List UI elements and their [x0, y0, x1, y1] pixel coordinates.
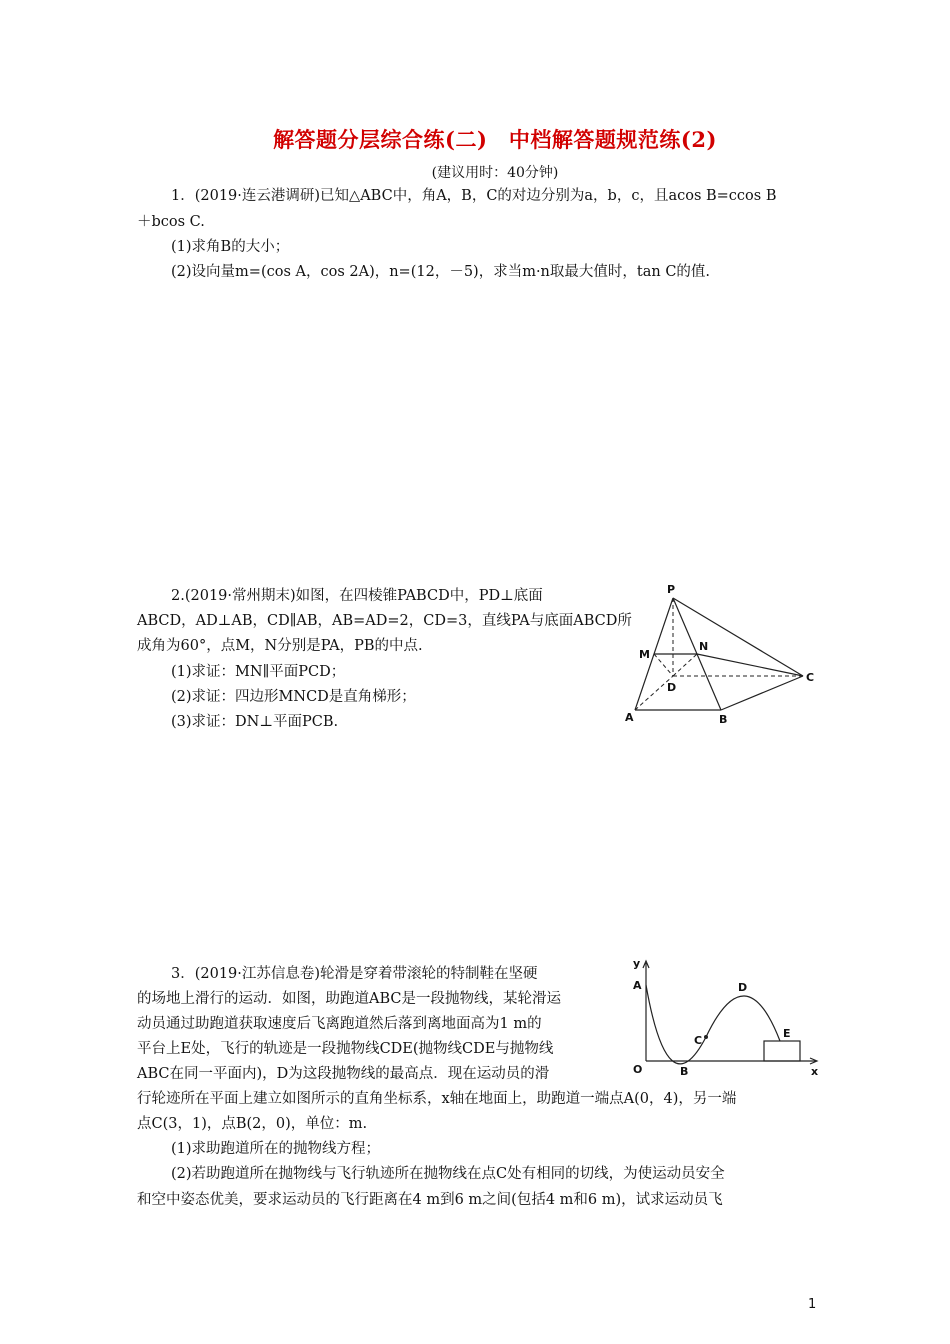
label-d: D	[738, 981, 748, 994]
platform	[764, 1041, 800, 1061]
q2-line-1: 2.(2019·常州期末)如图，在四棱锥PABCD中，PD⊥底面	[171, 588, 543, 604]
label-y: y	[633, 957, 641, 970]
q3-line-4: 平台上E处，飞行的轨迹是一段抛物线CDE(抛物线CDE与抛物线	[137, 1041, 554, 1057]
q2-part-3: (3)求证：DN⊥平面PCB.	[171, 714, 339, 730]
q2-line-3: 成角为60°，点M，N分别是PA，PB的中点.	[137, 638, 423, 654]
label-m: M	[639, 648, 650, 661]
page-title: 解答题分层综合练(二) 中档解答题规范练(2)	[273, 127, 717, 152]
label-a: A	[633, 979, 642, 992]
q2-line-2: ABCD，AD⊥AB，CD∥AB，AB=AD=2，CD=3，直线PA与底面ABCD所	[137, 613, 632, 629]
label-d: D	[667, 681, 677, 694]
page-subtitle: (建议用时：40分钟)	[431, 165, 559, 181]
edge-dn	[673, 654, 697, 676]
q1-line-2: ＋bcos C.	[137, 214, 205, 230]
q3-line-7: 点C(3，1)，点B(2，0)，单位：m.	[137, 1116, 368, 1132]
q2-part-1: (1)求证：MN∥平面PCD；	[171, 664, 346, 680]
q3-line-1: 3．(2019·江苏信息卷)轮滑是穿着带滚轮的特制鞋在坚硬	[171, 966, 538, 982]
q3-line-5: ABC在同一平面内)，D为这段抛物线的最高点．现在运动员的滑	[137, 1066, 550, 1082]
q3-line-3: 动员通过助跑道获取速度后飞离跑道然后落到离地面高为1 m的	[137, 1016, 542, 1032]
label-e: E	[783, 1027, 791, 1040]
q3-part-3: 和空中姿态优美，要求运动员的飞行距离在4 m到6 m之间(包括4 m和6 m)，试求运动员飞	[137, 1192, 723, 1208]
q3-line-2: 的场地上滑行的运动．如图，助跑道ABC是一段抛物线，某轮滑运	[137, 991, 561, 1007]
edge-md	[654, 654, 673, 676]
edge-bc	[721, 676, 803, 710]
q3-part-1: (1)求助跑道所在的抛物线方程；	[171, 1141, 381, 1157]
edge-pc	[673, 598, 803, 676]
label-p: P	[667, 583, 676, 596]
label-o: O	[633, 1063, 643, 1076]
q2-part-2: (2)求证：四边形MNCD是直角梯形；	[171, 689, 416, 705]
q3-line-6: 行轮迹所在平面上建立如图所示的直角坐标系，x轴在地面上，助跑道一端点A(0，4)，另一端	[137, 1091, 737, 1107]
runway-curve	[646, 985, 706, 1064]
label-a: A	[625, 711, 634, 724]
pyramid-figure	[615, 580, 825, 725]
label-c: C	[694, 1034, 703, 1047]
label-x: x	[811, 1065, 819, 1078]
trajectory-figure	[628, 955, 828, 1080]
q1-line-1: 1．(2019·连云港调研)已知△ABC中，角A，B，C的对边分别为a，b，c，且acos B=ccos B	[171, 188, 777, 204]
page-number: 1	[808, 1297, 817, 1312]
q1-part-2: (2)设向量m=(cos A，cos 2A)，n=(12，－5)，求当m·n取最大值时，tan C的值.	[171, 264, 711, 280]
label-b: B	[719, 713, 728, 725]
label-c: C	[806, 671, 815, 684]
q1-part-1: (1)求角B的大小；	[171, 239, 290, 255]
edge-nc	[697, 654, 803, 676]
flight-curve	[706, 996, 780, 1041]
label-b: B	[680, 1065, 689, 1078]
label-n: N	[699, 640, 709, 653]
q3-part-2: (2)若助跑道所在抛物线与飞行轨迹所在抛物线在点C处有相同的切线，为使运动员安全	[171, 1166, 725, 1182]
point-c	[704, 1035, 708, 1039]
